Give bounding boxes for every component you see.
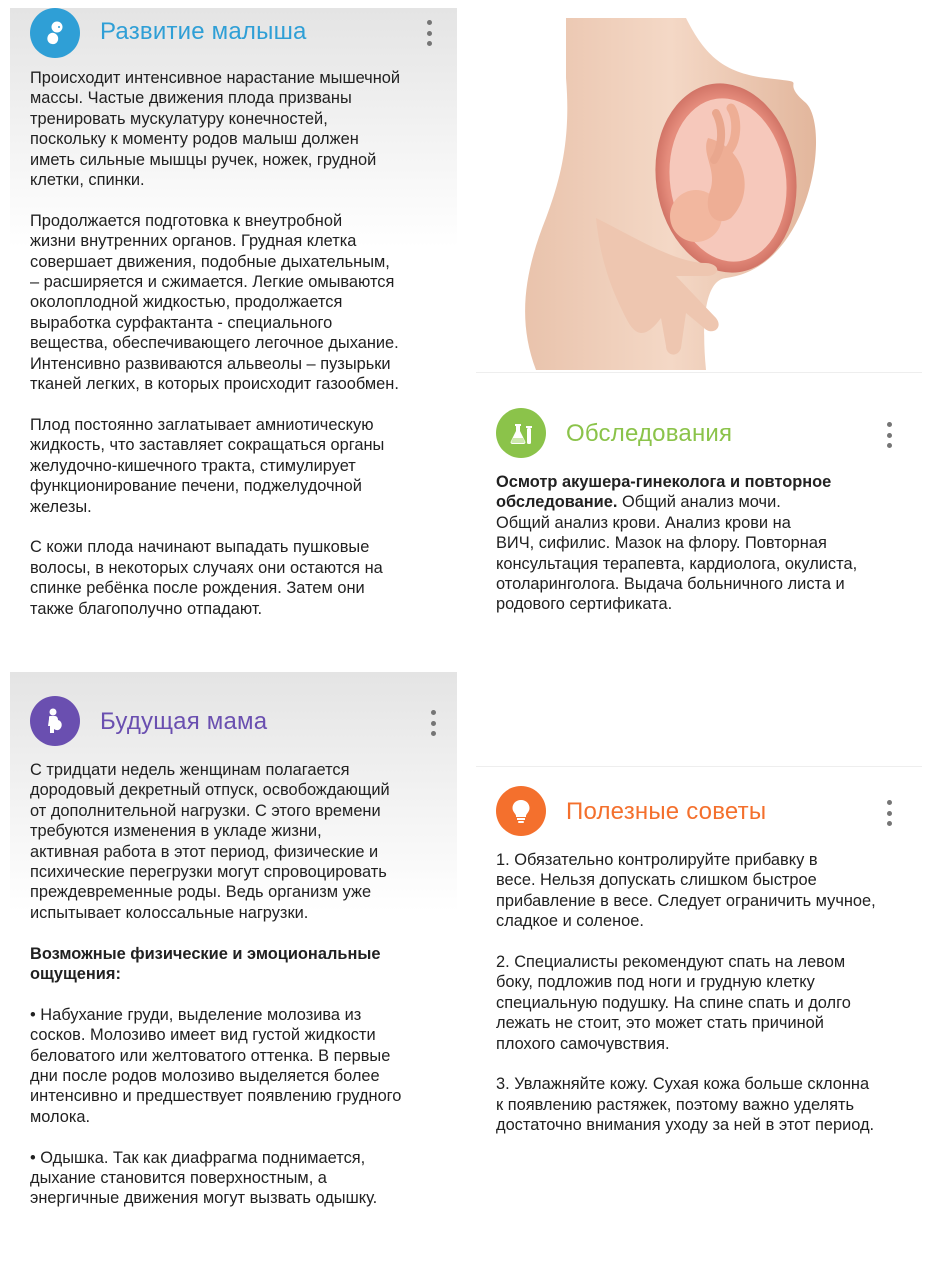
text-line: дни после родов молозиво выделяется более	[30, 1067, 380, 1086]
text-line: • Одышка. Так как диафрагма поднимается,	[30, 1148, 366, 1167]
text-line: дыхание становится поверхностным, а	[30, 1169, 327, 1188]
text-line: железы.	[30, 497, 92, 516]
menu-dot-icon	[887, 422, 892, 427]
exams-menu-button[interactable]	[882, 422, 896, 448]
text-line: от дополнительной нагрузки. С этого времени	[30, 801, 381, 820]
lightbulb-icon	[496, 786, 546, 836]
exams-title: Обследования	[566, 420, 733, 447]
development-menu-button[interactable]	[422, 20, 436, 46]
pregnancy-illustration	[476, 18, 922, 370]
text-line: – расширяется и сжимается. Легкие омываются	[30, 273, 395, 292]
menu-dot-icon	[887, 443, 892, 448]
menu-dot-icon	[887, 800, 892, 805]
text-line: отоларинголога. Выдача больничного листа и	[496, 575, 845, 594]
text-line: околоплодной жидкостью, продолжается	[30, 293, 343, 312]
exams-card	[476, 388, 922, 628]
tips-menu-button[interactable]	[882, 800, 896, 826]
text-line: специальную подушку. На спине спать и долго	[496, 993, 851, 1012]
divider	[476, 372, 922, 373]
text-line: 2. Специалисты рекомендуют спать на левом	[496, 953, 846, 972]
menu-dot-icon	[427, 31, 432, 36]
menu-dot-icon	[431, 710, 436, 715]
menu-dot-icon	[887, 821, 892, 826]
text-line: желудочно-кишечного тракта, стимулирует	[30, 456, 356, 475]
development-title: Развитие малыша	[100, 18, 307, 45]
text-line: • Набухание груди, выделение молозива из	[30, 1005, 362, 1024]
text-line: 3. Увлажняйте кожу. Сухая кожа больше склонна	[496, 1075, 870, 1094]
text-line: энергичные движения могут вызвать одышку.	[30, 1189, 378, 1208]
text-line: требуются изменения в укладе жизни,	[30, 822, 322, 841]
exams-text	[496, 472, 916, 615]
text-line: ВИЧ, сифилис. Мазок на флору. Повторная	[496, 534, 827, 553]
divider	[476, 766, 922, 767]
text-line: жизни внутренних органов. Грудная клетка	[30, 232, 357, 251]
mom-title: Будущая мама	[100, 708, 268, 735]
text-line: активная работа в этот период, физические и	[30, 842, 379, 861]
text-line: сосков. Молозиво имеет вид густой жидкости	[30, 1026, 376, 1045]
text-line: лежать не стоит, это может стать причиной	[496, 1014, 824, 1033]
text-line	[30, 517, 450, 537]
text-line: вещества, обеспечивающего легочное дыхание.	[30, 334, 399, 353]
text-line: к появлению растяжек, поэтому важно уделять	[496, 1095, 855, 1114]
mom-card	[10, 672, 457, 1250]
menu-dot-icon	[887, 433, 892, 438]
baby-icon	[30, 8, 80, 58]
text-line: жидкость, что заставляет сокращаться органы	[30, 436, 385, 455]
development-text	[30, 68, 450, 619]
text-line: поскольку к моменту родов малыш должен	[30, 130, 359, 149]
mom-menu-button[interactable]	[426, 710, 440, 736]
text-line	[30, 1127, 455, 1147]
text-line: плохого самочувствия.	[496, 1034, 670, 1053]
text-line	[30, 394, 450, 414]
exams-bold-line: Осмотр акушера-гинеколога и повторное	[496, 473, 832, 491]
text-line: интенсивно и предшествует появлению грудного	[30, 1087, 402, 1106]
text-line: Плод постоянно заглатывает амниотическую	[30, 415, 374, 434]
text-line: консультация терапевта, кардиолога, окулиста,	[496, 554, 858, 573]
menu-dot-icon	[887, 811, 892, 816]
text-line: Общий анализ крови. Анализ крови на	[496, 513, 791, 532]
text-line: С кожи плода начинают выпадать пушковые	[30, 538, 370, 557]
menu-dot-icon	[427, 20, 432, 25]
text-line: психические перегрузки могут спровоцировать	[30, 863, 387, 882]
text-line: волосы, в некоторых случаях они остаются на	[30, 558, 383, 577]
development-card	[10, 8, 457, 632]
text-line: массы. Частые движения плода призваны	[30, 89, 352, 108]
text-line: спинке ребёнка после рождения. Затем они	[30, 579, 365, 598]
tips-title: Полезные советы	[566, 798, 767, 825]
text-line: тканей легких, в которых происходит газообмен.	[30, 375, 399, 394]
text-line: беловатого или желтоватого оттенка. В первые	[30, 1046, 391, 1065]
text-line: также благополучно отпадают.	[30, 599, 263, 618]
text-line: совершает движения, подобные дыхательным,	[30, 252, 390, 271]
menu-dot-icon	[431, 721, 436, 726]
text-line: родового сертификата.	[496, 595, 673, 614]
text-line: Продолжается подготовка к внеутробной	[30, 211, 343, 230]
text-line: функционирование печени, поджелудочной	[30, 477, 362, 496]
mom-heading: Возможные физические и эмоциональные	[30, 944, 381, 963]
text-line: преждевременные роды. Ведь организм уже	[30, 883, 372, 902]
exams-bold-line: обследование.	[496, 493, 618, 512]
mom-text	[30, 760, 455, 1209]
text-line: выработка сурфактанта - специального	[30, 313, 333, 332]
pregnant-mother-icon	[30, 696, 80, 746]
text-line	[496, 932, 916, 952]
text-line: Происходит интенсивное нарастание мышечной	[30, 69, 401, 87]
text-line: 1. Обязательно контролируйте прибавку в	[496, 851, 818, 869]
text-line: клетки, спинки.	[30, 171, 145, 190]
text-line: молока.	[30, 1107, 91, 1126]
menu-dot-icon	[427, 41, 432, 46]
text-line: Интенсивно развиваются альвеолы – пузырьки	[30, 354, 391, 373]
text-line: дородовый декретный отпуск, освобождающий	[30, 781, 390, 800]
text-line: испытывает колоссальные нагрузки.	[30, 903, 309, 922]
text-line	[30, 190, 450, 210]
menu-dot-icon	[431, 731, 436, 736]
text-line: достаточно внимания уходу за ней в этот период.	[496, 1116, 875, 1135]
text-line: С тридцати недель женщинам полагается	[30, 761, 350, 779]
tips-text	[496, 850, 916, 1136]
text-line: прибавление в весе. Следует ограничить мучное,	[496, 891, 876, 910]
tips-card	[476, 768, 922, 1168]
exams-line: Общий анализ мочи.	[617, 493, 781, 512]
text-line: весе. Нельзя допускать слишком быстрое	[496, 871, 817, 890]
text-line: тренировать мускулатуру конечностей,	[30, 109, 328, 128]
text-line: иметь сильные мышцы ручек, ножек, грудной	[30, 150, 377, 169]
text-line: сладкое и соленое.	[496, 912, 644, 931]
lab-flask-icon	[496, 408, 546, 458]
text-line: боку, подложив под ноги и грудную клетку	[496, 973, 815, 992]
mom-heading: ощущения:	[30, 965, 121, 984]
text-line	[496, 1054, 916, 1074]
